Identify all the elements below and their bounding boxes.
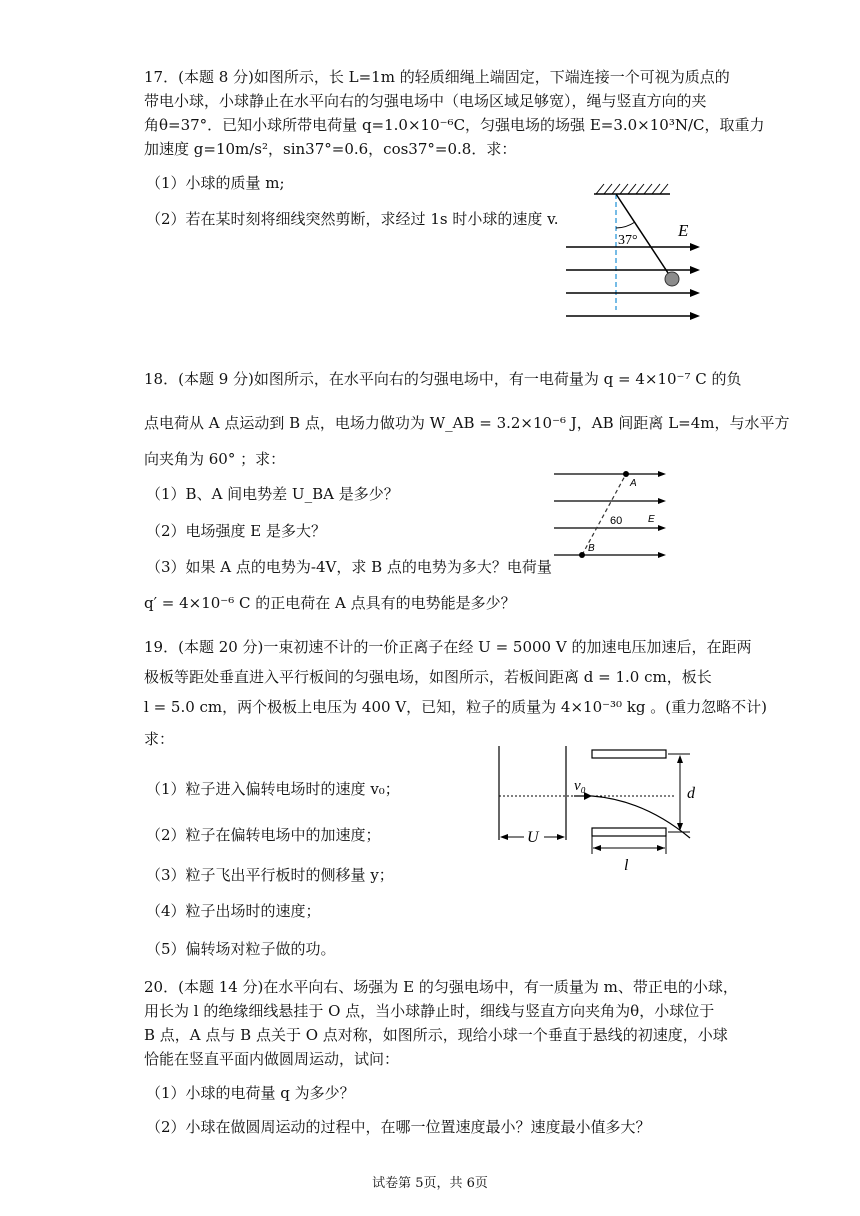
q18-figure (552, 464, 670, 564)
q19-d-label: d (687, 785, 695, 802)
q17-figure (560, 180, 710, 330)
q18-field-label: E (648, 514, 655, 525)
q17-line-3: 角θ=37°．已知小球所带电荷量 q=1.0×10⁻⁶C，匀强电场的场强 E=3.0×10³N/C，取重力 (144, 116, 765, 134)
q20-line-4: 恰能在竖直平面内做圆周运动，试问： (144, 1050, 400, 1068)
q19-figure (494, 744, 716, 874)
q18-sub-2: （2）电场强度 E 是多大？ (146, 522, 327, 540)
q18-sub-3b: q′ = 4×10⁻⁶ C 的正电荷在 A 点具有的电势能是多少？ (144, 594, 516, 612)
q20-sub-2: （2）小球在做圆周运动的过程中，在哪一位置速度最小？速度最小值多大？ (146, 1118, 651, 1136)
q19-line-1: 19．(本题 20 分)一束初速不计的一价正离子在经 U = 5000 V 的加速电压加速后，在距两 (144, 638, 752, 656)
q17-line-4: 加速度 g=10m/s²，sin37°=0.6，cos37°=0.8．求： (144, 140, 517, 158)
q20-line-1: 20．(本题 14 分)在水平向右、场强为 E 的匀强电场中，有一质量为 m、带正电的小球， (144, 978, 738, 996)
q18-sub-1: （1）B、A 间电势差 U_BA 是多少？ (146, 485, 399, 503)
q20-sub-1: （1）小球的电荷量 q 为多少？ (146, 1084, 355, 1102)
q19-sub-1: （1）粒子进入偏转电场时的速度 v₀； (146, 780, 400, 798)
q19-sub-3: （3）粒子飞出平行板时的侧移量 y； (146, 866, 394, 884)
q18-sub-3: （3）如果 A 点的电势为-4V，求 B 点的电势为多大？电荷量 (146, 558, 552, 576)
q19-line-4: 求： (144, 730, 175, 748)
q17-sub-1: （1）小球的质量 m; (146, 174, 285, 192)
q18-line-3: 向夹角为 60° ；求： (144, 450, 286, 468)
q19-v0-label: v₀ (574, 778, 586, 794)
q17-sub-2: （2）若在某时刻将细线突然剪断，求经过 1s 时小球的速度 v. (146, 210, 559, 228)
q19-sub-4: （4）粒子出场时的速度； (146, 902, 321, 920)
q17-angle-label: 37° (618, 233, 638, 248)
q19-sub-2: （2）粒子在偏转电场中的加速度； (146, 826, 381, 844)
q18-line-1: 18．(本题 9 分)如图所示，在水平向右的匀强电场中，有一电荷量为 q = 4×10⁻⁷ C 的负 (144, 370, 742, 388)
q20-line-2: 用长为 l 的绝缘细线悬挂于 O 点，当小球静止时，细线与竖直方向夹角为θ，小球位于 (144, 1002, 715, 1020)
q19-line-3: l = 5.0 cm，两个极板上电压为 400 V，已知，粒子的质量为 4×10⁻³⁰ kg 。(重力忽略不计) (144, 698, 767, 716)
q18-angle-label: 60 (610, 515, 623, 527)
q19-u-label: U (527, 829, 539, 846)
q19-line-2: 极板等距处垂直进入平行板间的匀强电场，如图所示，若板间距离 d = 1.0 cm，板长 (144, 668, 712, 686)
q19-sub-5: （5）偏转场对粒子做的功。 (146, 940, 336, 958)
q18-line-2: 点电荷从 A 点运动到 B 点，电场力做功为 W_AB = 3.2×10⁻⁶ J，AB 间距离 L=4m，与水平方 (144, 414, 790, 432)
page-footer: 试卷第 5页，共 6页 (372, 1176, 488, 1191)
q17-line-1: 17．(本题 8 分)如图所示，长 L=1m 的轻质细绳上端固定，下端连接一个可视为质点的 (144, 68, 730, 86)
q19-l-label: l (624, 857, 629, 874)
q20-line-3: B 点，A 点与 B 点关于 O 点对称，如图所示，现给小球一个垂直于悬线的初速度，小球 (144, 1026, 728, 1044)
q18-point-b: B (588, 543, 595, 554)
q17-line-2: 带电小球，小球静止在水平向右的匀强电场中（电场区域足够宽），绳与竖直方向的夹 (144, 92, 707, 110)
q18-point-a: A (630, 478, 637, 489)
q17-field-label: E (678, 221, 689, 240)
